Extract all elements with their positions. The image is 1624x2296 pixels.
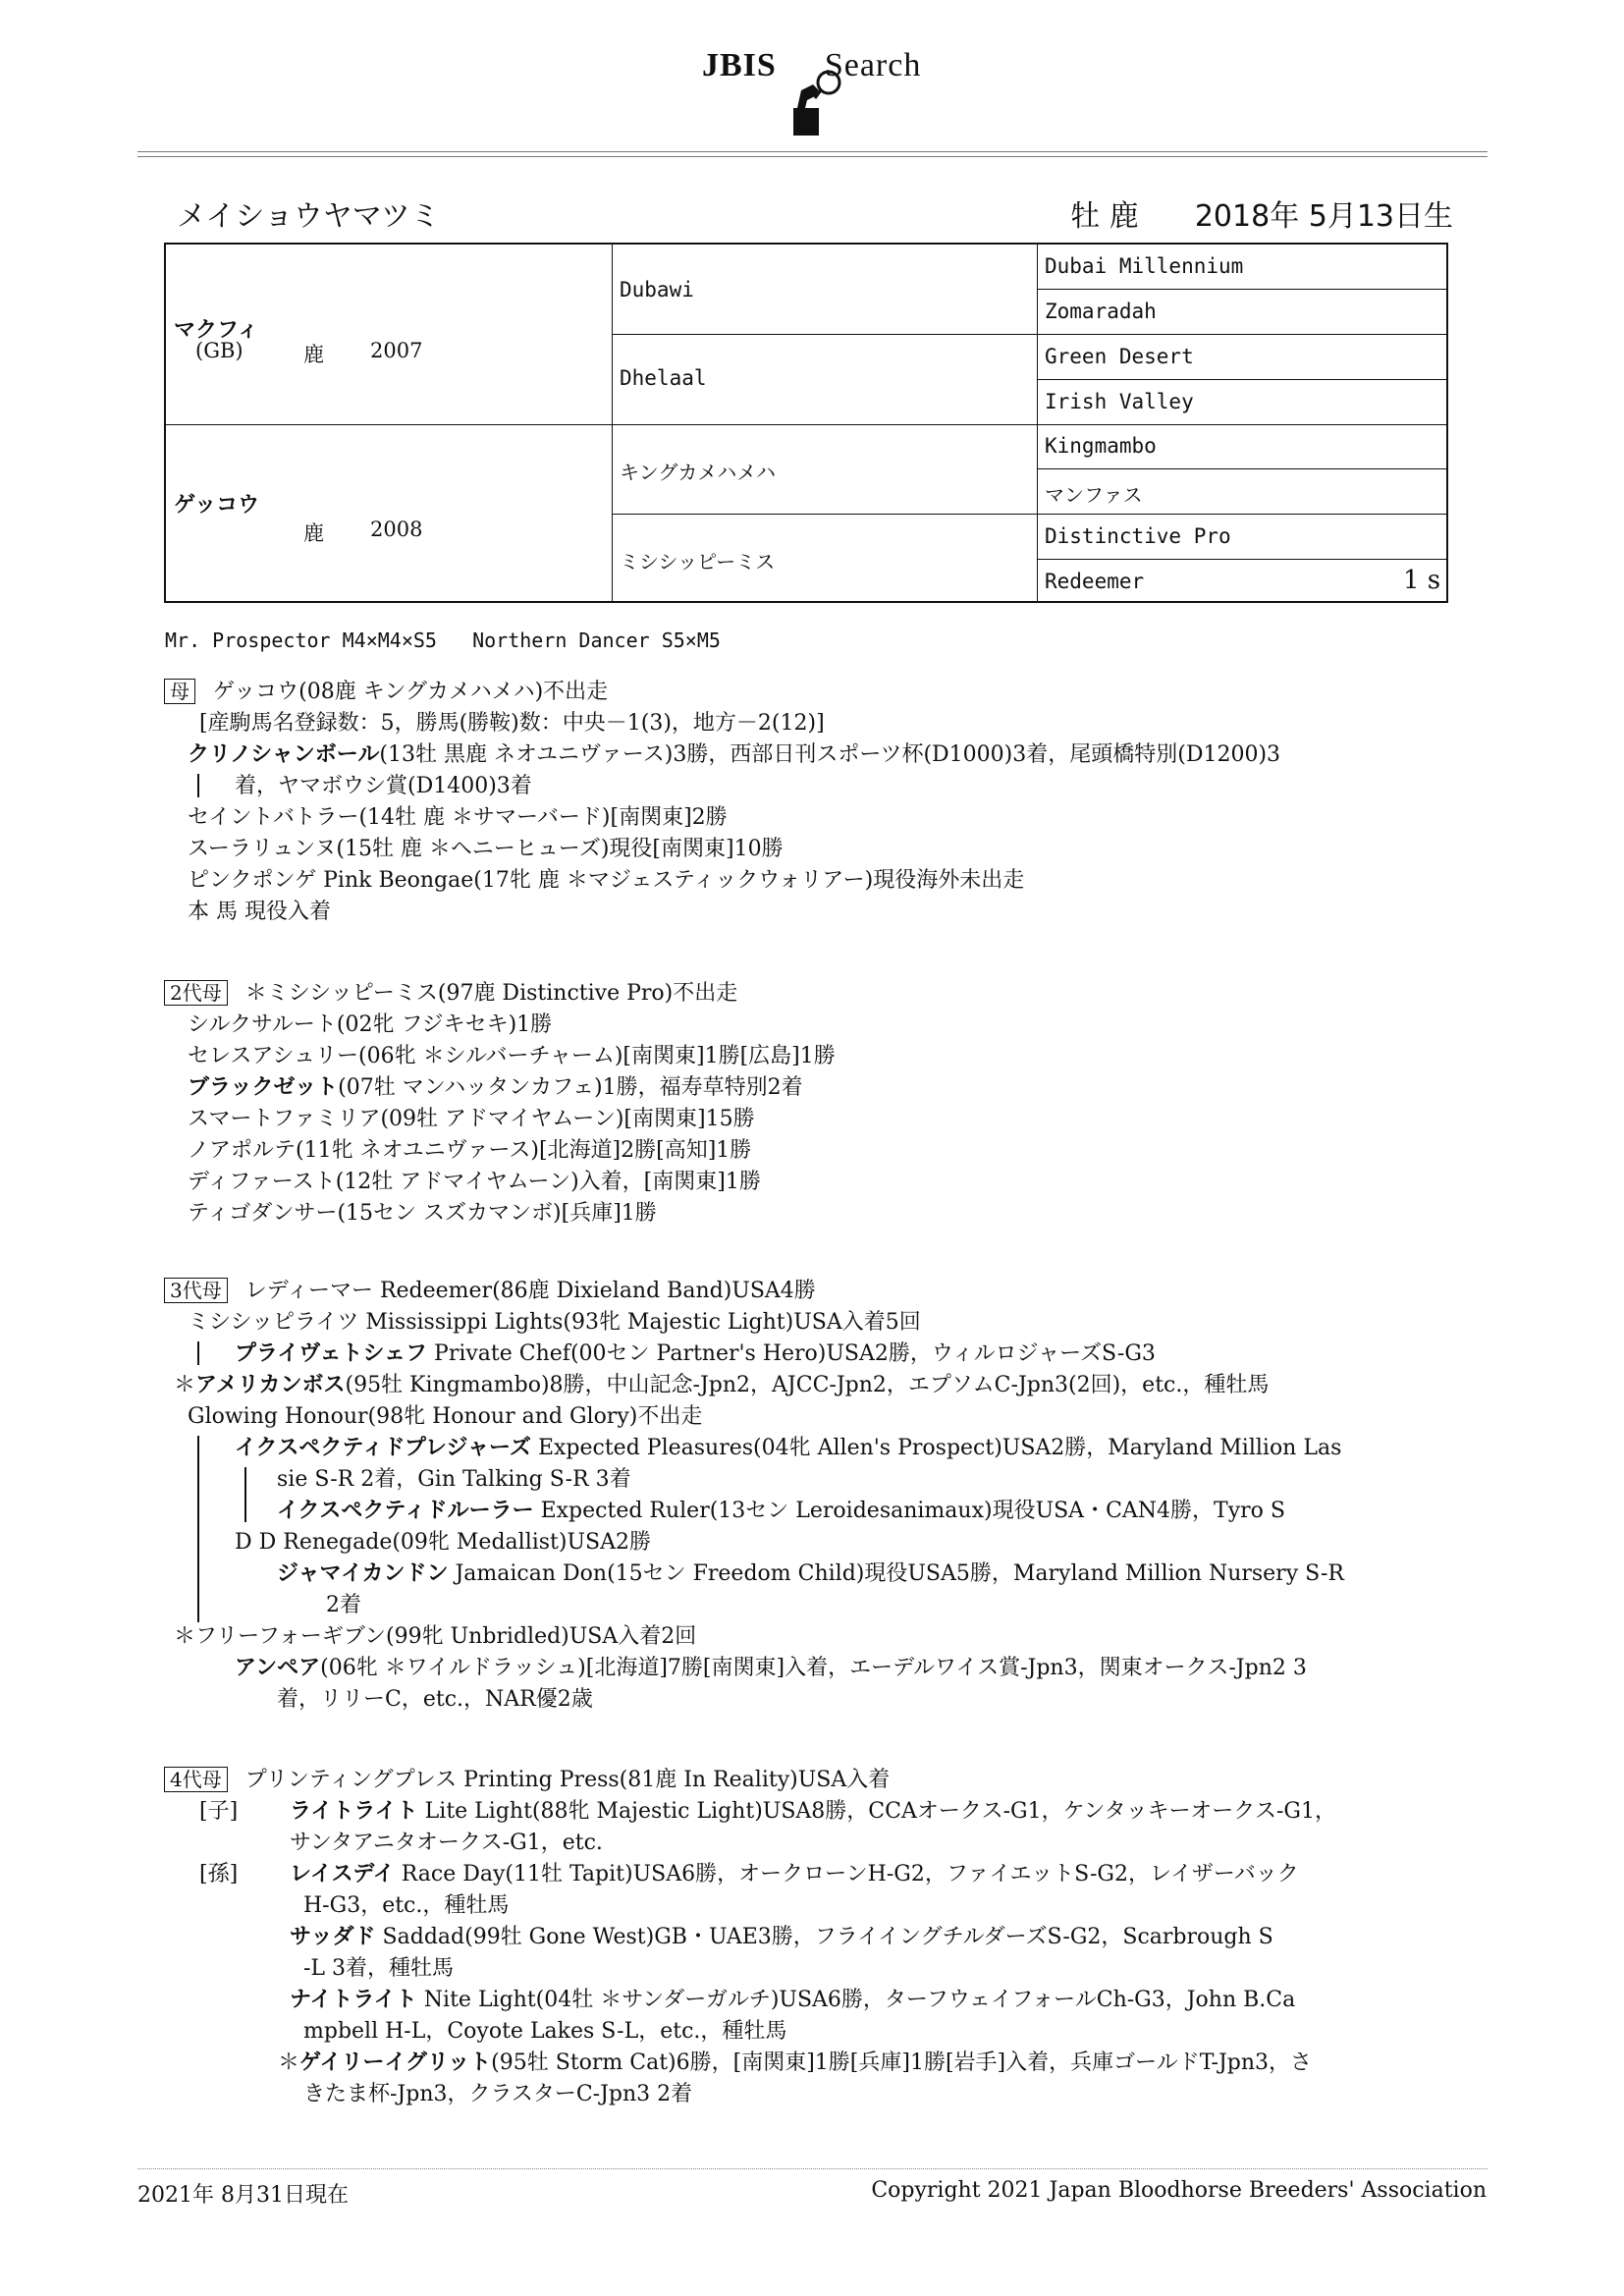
dam4-line-5: H-G3，etc.，種牡馬 [303, 1893, 510, 1918]
dam-color: 鹿 [303, 521, 324, 545]
dam4-line-3: サンタアニタオークス-G1，etc. [290, 1831, 603, 1855]
badge-2nd-dam: 2代母 [164, 980, 228, 1006]
logo-text-jbis: JBIS [702, 47, 777, 83]
gen2-sire-sire: Dubawi [620, 278, 694, 301]
pedigree-hline-e5 [1037, 468, 1446, 469]
pedigree-hline-mid [166, 424, 1446, 425]
dam1-line-7: ピンクポンゲ Pink Beongae(17牝 鹿 ＊マジェスティックウォリアー)現役海外未出走 [188, 868, 1025, 893]
dam3-line-13: アンペア(06牝 ＊ワイルドラッシュ)[北海道]7勝[南関東]入着，エーデルワイス賞-Jpn3，関東オークス-Jpn2 3 [235, 1656, 1307, 1680]
pedigree-hline-e1 [1037, 289, 1446, 290]
pedigree-hline-e3 [1037, 379, 1446, 380]
gen3-4: Irish Valley [1045, 390, 1194, 413]
dam-year: 2008 [370, 518, 423, 541]
dam2-line-5: スマートファミリア(09牡 アドマイヤムーン)[南関東]15勝 [188, 1107, 755, 1131]
badge-3rd-dam: 3代母 [164, 1278, 228, 1303]
dam1-line-6: スーラリュンヌ(15牡 鹿 ＊ヘニーヒューズ)現役[南関東]10勝 [188, 837, 784, 861]
dam2-line-2: シルクサルート(02牝 フジキセキ)1勝 [188, 1012, 553, 1037]
dam1-line-1: 母 ゲッコウ(08鹿 キングカメハメハ)不出走 [164, 678, 608, 707]
dam3-line-14: 着，リリーC，etc.，NAR優2歳 [277, 1687, 593, 1712]
sire-color: 鹿 [303, 343, 324, 366]
sire-name: マクフィ [174, 318, 259, 343]
logo-text-search: Search [824, 47, 922, 83]
dam4-line-4: レイスデイ Race Day(11牡 Tapit)USA6勝，オークローンH-G2，ファイエットS-G2，レイザーバック [290, 1862, 1299, 1886]
dam3-bar-3 [244, 1467, 246, 1522]
gen3-2: Zomaradah [1045, 300, 1157, 323]
dam3-line-1: 3代母 レディーマー Redeemer(86鹿 Dixieland Band)USA4勝 [164, 1277, 816, 1306]
dam3-line-8: イクスペクティドルーラー Expected Ruler(13セン Leroidesanimaux)現役USA・CAN4勝，Tyro S [277, 1499, 1285, 1523]
section-3rd-dam [164, 1277, 1440, 1748]
gen3-8: Redeemer [1045, 570, 1145, 593]
dam3-line-12: ＊フリーフォーギブン(99牝 Unbridled)USA入着2回 [174, 1624, 697, 1649]
dam1-line-5: セイントバトラー(14牡 鹿 ＊サマーバード)[南関東]2勝 [188, 805, 728, 830]
gen2-dam-sire: キングカメハメハ [620, 461, 776, 484]
horse-magnifier-icon [785, 61, 844, 139]
footer-rule [137, 2168, 1488, 2169]
pedigree-divider-2 [1037, 245, 1038, 601]
dam1-line-8: 本 馬 現役入着 [188, 900, 331, 924]
gen3-5: Kingmambo [1045, 434, 1157, 458]
dam3-bar-1 [197, 1341, 199, 1365]
section-4th-dam [164, 1766, 1440, 2119]
header-rule-bottom [137, 156, 1488, 157]
dam4-line-1: 4代母 プリンティングプレス Printing Press(81鹿 In Reality)USA入着 [164, 1766, 890, 1795]
dam3-line-4: ＊アメリカンボス(95牡 Kingmambo)8勝，中山記念-Jpn2，AJCC-Jpn2，エプソムC-Jpn3(2回)，etc.，種牡馬 [174, 1373, 1270, 1397]
dam2-line-1: 2代母 ＊ミシシッピーミス(97鹿 Distinctive Pro)不出走 [164, 979, 737, 1009]
dam4-line-10: ＊ゲイリーイグリット(95牡 Storm Cat)6勝，[南関東]1勝[兵庫]1勝[岩手]入着，兵庫ゴールドT-Jpn3，さ [278, 2050, 1313, 2075]
dam3-line-9: D D Renegade(09牝 Medallist)USA2勝 [235, 1530, 651, 1555]
pedigree-divider-1 [612, 245, 613, 601]
dam3-line-6: イクスペクティドプレジャーズ Expected Pleasures(04牝 Allen's Prospect)USA2勝，Maryland Million Las [235, 1436, 1342, 1460]
dam3-line-5: Glowing Honour(98牝 Honour and Glory)不出走 [188, 1404, 703, 1429]
dam4-line-6: サッダド Saddad(99牡 Gone West)GB・UAE3勝，フライイングチルダーズS-G2，Scarbrough S [290, 1925, 1273, 1949]
title-row [177, 191, 1453, 235]
badge-4th-dam: 4代母 [164, 1767, 228, 1792]
gen2-dam-dam: ミシシッピーミス [620, 550, 776, 574]
gen2-sire-dam: Dhelaal [620, 366, 707, 390]
dam4-line-2: ライトライト Lite Light(88牝 Majestic Light)USA8勝，CCAオークス-G1，ケンタッキーオークス-G1， [290, 1799, 1336, 1824]
dam4-line-9: mpbell H-L，Coyote Lakes S-L，etc.，種牡馬 [303, 2019, 787, 2044]
badge-dam: 母 [164, 679, 195, 704]
dam3-line-7: sie S-R 2着，Gin Talking S-R 3着 [277, 1467, 631, 1492]
section-2nd-dam [164, 979, 1440, 1244]
section-dam [164, 678, 1440, 943]
dam1-line-3: クリノシャンボール(13牡 黒鹿 ネオユニヴァース)3勝，西部日刊スポーツ杯(D1000)3着，尾頭橋特別(D1200)3 [188, 742, 1281, 767]
gen3-3: Green Desert [1045, 345, 1194, 368]
horse-name: メイショウヤマツミ [177, 199, 440, 234]
dam2-line-6: ノアポルテ(11牝 ネオユニヴァース)[北海道]2勝[高知]1勝 [188, 1138, 752, 1163]
pedigree-hline-e7 [1037, 559, 1446, 560]
dam3-line-3: プライヴェトシェフ Private Chef(00セン Partner's Hero)USA2勝，ウィルロジャーズS-G3 [235, 1341, 1156, 1366]
dam2-line-7: ディファースト(12牡 アドマイヤムーン)入着，[南関東]1勝 [188, 1170, 761, 1194]
dam3-line-2: ミシシッピライツ Mississippi Lights(93牝 Majestic Light)USA入着5回 [188, 1310, 921, 1335]
horse-sex-color: 牡 鹿 [1070, 199, 1139, 234]
dam4-line-11: きたま杯-Jpn3，クラスターC-Jpn3 2着 [303, 2082, 693, 2106]
gen3-1: Dubai Millennium [1045, 254, 1244, 278]
dam3-line-11: 2着 [326, 1593, 361, 1617]
dam3-line-10: ジャマイカンドン Jamaican Don(15セン Freedom Child)現役USA5勝，Maryland Million Nursery S-R [277, 1561, 1344, 1586]
dam2-line-8: ティゴダンサー(15セン スズカマンボ)[兵庫]1勝 [188, 1201, 657, 1226]
dam4-grandchild-label: [孫] [199, 1862, 239, 1886]
pedigree-hline-q3 [612, 514, 1446, 515]
footer-copyright: Copyright 2021 Japan Bloodhorse Breeders' Association [871, 2178, 1487, 2203]
gen3-6: マンファス [1045, 483, 1143, 507]
sire-origin: (GB) [195, 339, 244, 362]
dam2-line-3: セレスアシュリー(06牝 ＊シルバーチャーム)[南関東]1勝[広島]1勝 [188, 1044, 836, 1068]
inbreeding-line: Mr. Prospector M4×M4×S5 Northern Dancer S5×M5 [165, 629, 721, 652]
dam4-line-7: -L 3着，種牡馬 [303, 1956, 455, 1981]
dam4-child-label: [子] [199, 1799, 239, 1824]
pedigree-table [164, 243, 1448, 603]
pedigree-hline-q1 [612, 334, 1446, 335]
dam-name: ゲッコウ [174, 493, 260, 518]
horse-meta [1070, 191, 1453, 235]
dam1-bar [197, 774, 199, 797]
sire-year: 2007 [370, 339, 423, 362]
gen3-7: Distinctive Pro [1045, 524, 1231, 548]
dam1-line-2: [産駒馬名登録数：5，勝馬(勝鞍)数：中央－1(3)，地方－2(12)] [199, 711, 825, 736]
footer-date: 2021年 8月31日現在 [137, 2183, 349, 2208]
dam1-line-4: 着，ヤマボウシ賞(D1400)3着 [235, 774, 532, 798]
dam4-line-8: ナイトライト Nite Light(04牡 ＊サンダーガルチ)USA6勝，ターフウェイフォールCh-G3，John B.Ca [290, 1988, 1296, 2012]
dam3-bar-2 [197, 1436, 199, 1622]
header-rule-top [137, 151, 1488, 152]
dam2-line-4: ブラックゼット(07牡 マンハッタンカフェ)1勝，福寿草特別2着 [188, 1075, 803, 1100]
horse-birth: 2018年 5月13日生 [1194, 199, 1453, 234]
pedigree-mark: 1 s [1403, 566, 1441, 595]
